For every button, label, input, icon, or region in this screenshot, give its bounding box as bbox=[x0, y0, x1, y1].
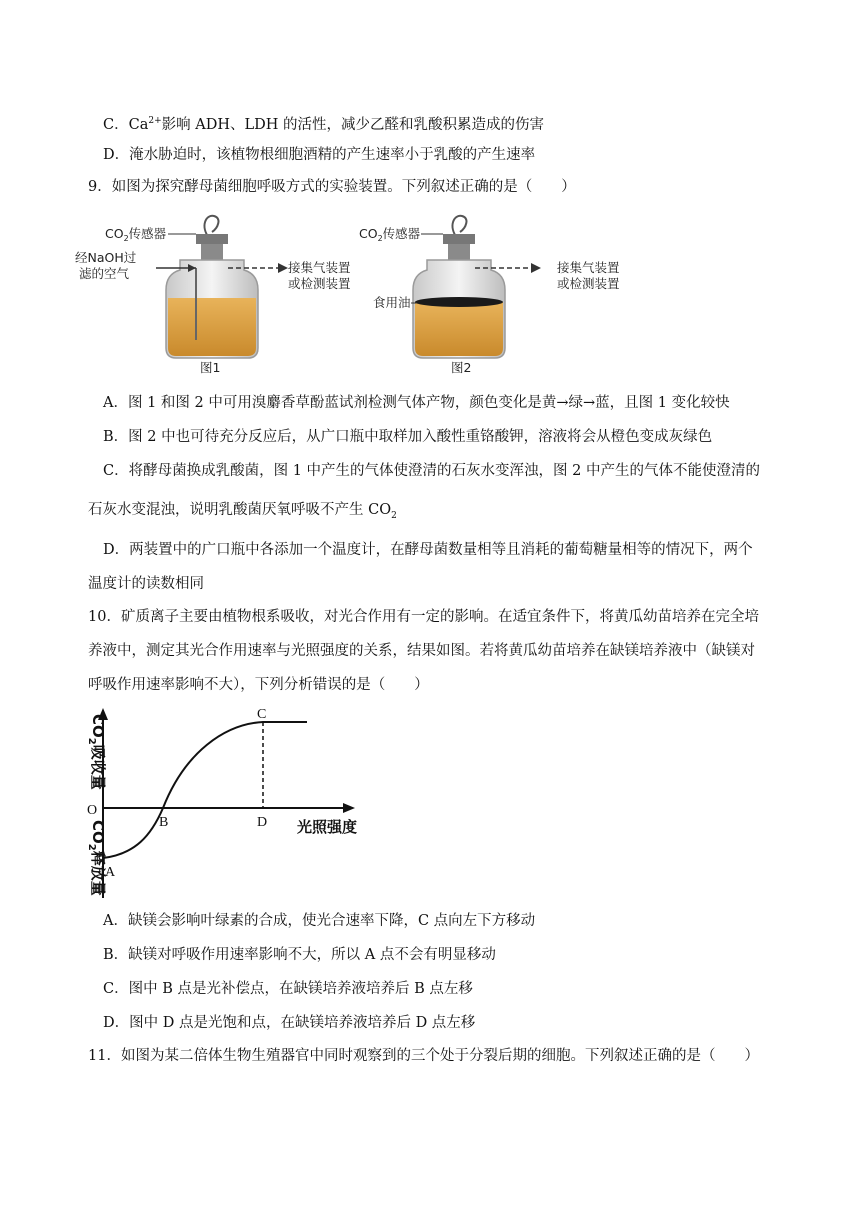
q8-option-d: D．淹水胁迫时，该植物根细胞酒精的产生速率小于乳酸的产生速率 bbox=[103, 147, 536, 163]
q10-option-c: C．图中 B 点是光补偿点，在缺镁培养液培养后 B 点左移 bbox=[103, 981, 473, 997]
y-label-lower: $CO_2$释放量 bbox=[86, 820, 107, 896]
fig2-oil-label: 食用油 bbox=[373, 295, 411, 310]
point-a-label: A bbox=[105, 865, 116, 880]
photosynthesis-light-curve bbox=[75, 702, 375, 902]
sensor-cap bbox=[196, 234, 228, 244]
yeast-solution-1 bbox=[168, 298, 256, 356]
q9-option-a: A．图 1 和图 2 中可用溴麝香草酚蓝试剂检测气体产物，颜色变化是黄→绿→蓝，且图 1 变化较快 bbox=[103, 395, 730, 411]
sensor-cap bbox=[443, 234, 475, 244]
fig2-sensor-label: $CO_2$传感器 bbox=[359, 226, 421, 243]
q10-option-b: B．缺镁对呼吸作用速率影响不大，所以 A 点不会有明显移动 bbox=[103, 947, 496, 963]
fig2-outlet-label-2: 或检测装置 bbox=[557, 276, 620, 291]
fig2-outlet-label-1: 接集气装置 bbox=[557, 260, 620, 275]
fig1-caption: 图1 bbox=[200, 360, 221, 375]
q9-stem: 9．如图为探究酵母菌细胞呼吸方式的实验装置。下列叙述正确的是（ ） bbox=[88, 179, 576, 195]
q10-option-d: D．图中 D 点是光饱和点，在缺镁培养液培养后 D 点左移 bbox=[103, 1015, 476, 1031]
fig2-caption: 图2 bbox=[451, 360, 472, 375]
q9-option-d-line2: 温度计的读数相同 bbox=[88, 576, 204, 592]
fig1-air-label-2: 滤的空气 bbox=[79, 266, 130, 281]
point-c-label: C bbox=[257, 707, 267, 722]
fig1-outlet-label-1: 接集气装置 bbox=[288, 260, 351, 275]
outlet-arrow-icon bbox=[278, 263, 288, 273]
y-label-upper: $CO_2$吸收量 bbox=[86, 714, 107, 790]
q9-option-c-line1: C．将酵母菌换成乳酸菌，图 1 中产生的气体使澄清的石灰水变浑浊，图 2 中产生的气体不能使澄清的 bbox=[103, 463, 760, 479]
q11-stem: 11．如图为某二倍体生物生殖器官中同时观察到的三个处于分裂后期的细胞。下列叙述正确的是（ ） bbox=[88, 1048, 759, 1064]
figure-2-apparatus bbox=[355, 212, 655, 382]
yeast-solution-2 bbox=[415, 302, 503, 356]
point-d-label: D bbox=[257, 815, 268, 830]
fig1-outlet-label-2: 或检测装置 bbox=[288, 276, 351, 291]
oil-layer bbox=[415, 297, 503, 307]
x-axis-label: 光照强度 bbox=[297, 818, 358, 836]
figure-1-apparatus bbox=[72, 212, 382, 382]
q8-option-c: C．$Ca^{2+}$影响 ADH、LDH 的活性，减少乙醛和乳酸积累造成的伤害 bbox=[103, 116, 544, 133]
q9-option-b: B．图 2 中也可待充分反应后，从广口瓶中取样加入酸性重铬酸钾，溶液将会从橙色变成灰绿色 bbox=[103, 429, 713, 445]
q10-stem-line2: 养液中，测定其光合作用速率与光照强度的关系，结果如图。若将黄瓜幼苗培养在缺镁培养液中（缺镁对 bbox=[88, 643, 755, 659]
q9-option-d-line1: D．两装置中的广口瓶中各添加一个温度计，在酵母菌数量相等且消耗的葡萄糖量相等的情况下，两个 bbox=[103, 542, 753, 558]
outlet-arrow-icon bbox=[531, 263, 541, 273]
q10-option-a: A．缺镁会影响叶绿素的合成，使光合速率下降，C 点向左下方移动 bbox=[103, 913, 536, 929]
x-axis-arrow-icon bbox=[343, 803, 355, 813]
fig1-sensor-label: $CO_2$传感器 bbox=[105, 226, 167, 243]
fig1-air-label-1: 经NaOH过 bbox=[75, 250, 137, 265]
q10-stem-line3: 呼吸作用速率影响不大），下列分析错误的是（ ） bbox=[88, 677, 429, 693]
rate-curve bbox=[103, 722, 307, 858]
origin-label: O bbox=[87, 803, 98, 818]
q9-option-c-line2: 石灰水变混浊，说明乳酸菌厌氧呼吸不产生 $CO_2$ bbox=[88, 502, 397, 521]
q10-stem-line1: 10．矿质离子主要由植物根系吸收，对光合作用有一定的影响。在适宜条件下，将黄瓜幼苗培养在完全培 bbox=[88, 609, 759, 625]
point-b-label: B bbox=[159, 815, 169, 830]
